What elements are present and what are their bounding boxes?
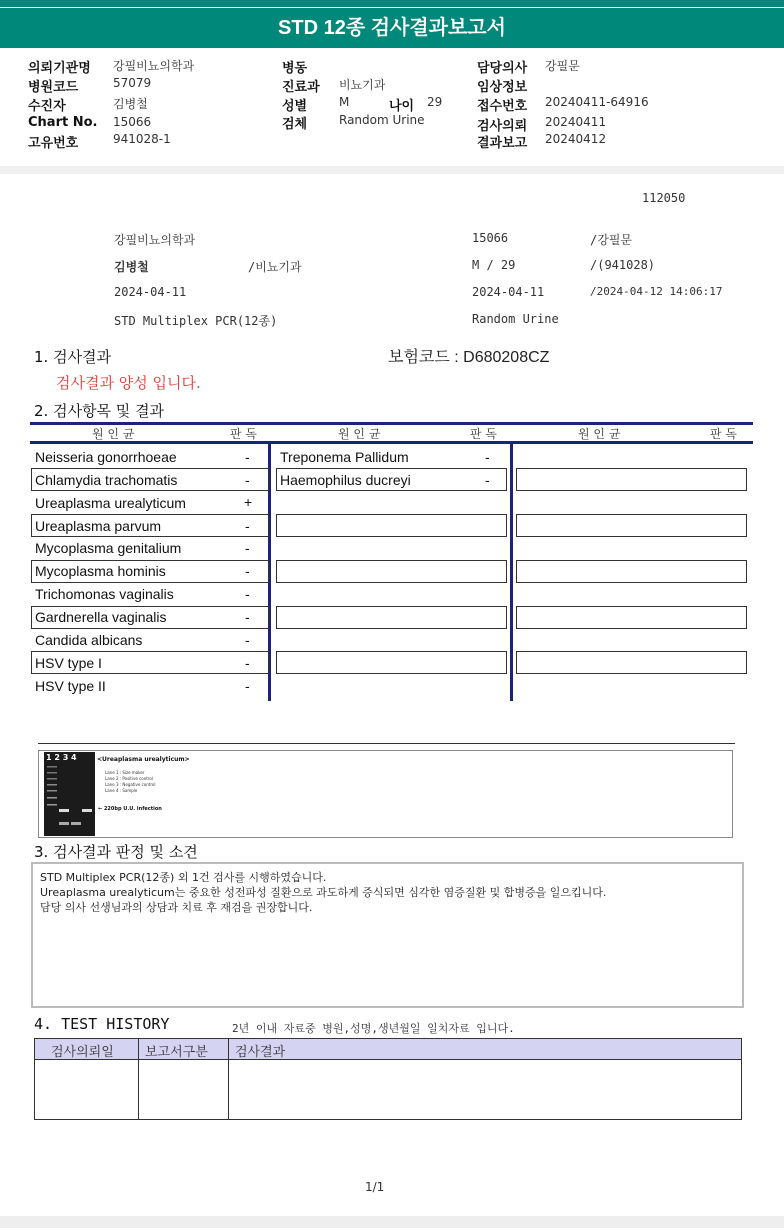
pathogen-name: Mycoplasma hominis	[35, 563, 166, 579]
pathogen-result: -	[245, 609, 250, 625]
report-title: STD 12종 검사결과보고서	[0, 8, 784, 48]
info-value: 20240411	[545, 115, 607, 129]
pathogen-result: -	[245, 472, 250, 488]
insurance-code: 보험코드 : D680208CZ	[388, 349, 550, 366]
gel-legend-item: Lane 1 : Size maker	[105, 770, 145, 775]
info-value: 20240412	[545, 132, 607, 146]
pathogen-name: HSV type II	[35, 678, 106, 694]
gel-legend-item: Lane 2 : Positive control	[105, 776, 153, 781]
page-number: 1/1	[365, 1180, 385, 1194]
pathogen-result: -	[245, 449, 250, 465]
pathogen-name-positive: Ureaplasma urealyticum	[35, 495, 186, 511]
gel-top-rule	[38, 743, 735, 744]
row-box	[516, 560, 747, 583]
gel-image	[44, 752, 95, 836]
info-value: 20240411-64916	[545, 95, 649, 109]
column-header: 원 인 균	[92, 427, 135, 441]
department: /비뇨기과	[248, 260, 302, 274]
column-header: 판 독	[470, 427, 497, 441]
history-col-header: 보고서구분	[145, 1045, 208, 1060]
info-label: Chart No.	[28, 115, 98, 130]
info-label: 의뢰기관명	[28, 61, 91, 76]
history-header-row	[35, 1039, 741, 1060]
info-label: 임상정보	[477, 80, 528, 95]
report-code: 112050	[642, 191, 686, 205]
history-col-header: 검사결과	[235, 1045, 286, 1060]
test-history-table	[34, 1038, 742, 1120]
gel-bands	[44, 752, 95, 836]
pathogen-result: -	[485, 449, 490, 465]
column-header: 판 독	[230, 427, 257, 441]
clinic-name: 강필비뇨의학과	[114, 233, 196, 247]
gel-lane-numbers: 1 2 3 4	[46, 753, 77, 762]
gel-image-frame	[38, 750, 733, 838]
info-value: 강필문	[545, 59, 580, 73]
finding-line: Ureaplasma urealyticum는 중요한 성전파성 질환으로 과도하게 증식되면 심각한 염증질환 및 합병증을 일으킵니다.	[40, 886, 607, 899]
info-label: 검체	[282, 117, 308, 132]
patient-info-panel	[0, 48, 784, 167]
gel-band-text: 220bp U.U. infection	[103, 806, 162, 812]
info-label: 진료과	[282, 80, 320, 95]
doctor-name: /강필문	[590, 233, 633, 247]
info-label: 담당의사	[477, 61, 528, 76]
info-label: 접수번호	[477, 99, 528, 114]
pathogen-name: Trichomonas vaginalis	[35, 586, 174, 602]
info-value: 57079	[113, 76, 152, 90]
history-note: 2년 이내 자료중 병원,성명,생년월일 일치자료 입니다.	[232, 1022, 515, 1035]
pathogen-result: -	[485, 472, 490, 488]
row-box	[276, 651, 507, 674]
finding-line: 담당 의사 선생님과의 상담과 치료 후 재검을 권장합니다.	[40, 901, 313, 914]
table-header-rule	[30, 441, 753, 444]
info-value: 941028-1	[113, 132, 171, 146]
row-box	[516, 606, 747, 629]
gel-legend-item: Lane 4 : Sample	[105, 788, 138, 793]
info-label: 성별	[282, 99, 308, 114]
info-value: Random Urine	[339, 113, 425, 127]
pathogen-name: Mycoplasma genitalium	[35, 540, 182, 556]
info-label: 고유번호	[28, 136, 79, 151]
table-top-rule	[30, 422, 753, 425]
pathogen-result: -	[245, 518, 250, 534]
row-box	[516, 468, 747, 491]
pathogen-result: -	[245, 586, 250, 602]
test-name: STD Multiplex PCR(12종)	[114, 314, 278, 328]
gel-band-label: ← 220bp U.U. infection	[98, 806, 162, 812]
info-label: 나이	[389, 99, 415, 114]
gel-legend-item: Lane 3 : Negative control	[105, 782, 156, 787]
report-datetime: /2024-04-12 14:06:17	[590, 285, 723, 298]
info-label: 병동	[282, 61, 308, 76]
separator	[0, 166, 784, 174]
pathogen-name: Candida albicans	[35, 632, 143, 648]
patient-name: 김병철	[114, 260, 149, 274]
row-box	[516, 514, 747, 537]
pathogen-name: Treponema Pallidum	[280, 449, 409, 465]
history-col-header: 검사의뢰일	[51, 1045, 114, 1060]
pathogen-result: -	[245, 678, 250, 694]
pathogen-result: -	[245, 540, 250, 556]
request-date: 2024-04-11	[114, 285, 187, 299]
info-value: 29	[427, 95, 443, 109]
row-box	[516, 651, 747, 674]
finding-line: STD Multiplex PCR(12종) 외 1건 검사를 시행하였습니다.	[40, 871, 327, 884]
section-2-title: 2. 검사항목 및 결과	[34, 402, 165, 420]
result-positive-text: 검사결과 양성 입니다.	[56, 374, 201, 392]
pathogen-result: -	[245, 632, 250, 648]
column-header: 원 인 균	[338, 427, 381, 441]
column-header: 원 인 균	[578, 427, 621, 441]
column-divider	[510, 441, 513, 701]
pathogen-result-positive: +	[244, 494, 253, 510]
section-3-title: 3. 검사결과 판정 및 소견	[34, 843, 198, 861]
info-value: 강필비뇨의학과	[113, 59, 195, 73]
specimen: Random Urine	[472, 312, 559, 326]
section-4-title: 4. TEST HISTORY	[34, 1015, 170, 1033]
top-strip	[0, 0, 784, 7]
pathogen-result: -	[245, 655, 250, 671]
pathogen-result: -	[245, 563, 250, 579]
info-label: 결과보고	[477, 136, 528, 151]
row-box	[276, 560, 507, 583]
info-value: 김병철	[113, 97, 148, 111]
column-divider	[138, 1039, 139, 1119]
info-value: 비뇨기과	[339, 78, 386, 92]
pathogen-name: Haemophilus ducreyi	[280, 472, 411, 488]
chart-number: 15066	[472, 231, 509, 245]
birth-date: /(941028)	[590, 258, 656, 272]
info-label: 병원코드	[28, 80, 79, 95]
pathogen-name: Gardnerella vaginalis	[35, 609, 167, 625]
gel-title: <Ureaplasma urealyticum>	[97, 756, 190, 763]
row-box	[276, 514, 507, 537]
pathogen-name: Ureaplasma parvum	[35, 518, 162, 534]
pathogen-name: Chlamydia trachomatis	[35, 472, 178, 488]
pathogen-name: HSV type I	[35, 655, 102, 671]
column-divider	[228, 1039, 229, 1119]
footer-bar	[0, 1216, 784, 1228]
row-box	[276, 606, 507, 629]
info-label: 수진자	[28, 99, 66, 114]
section-1-title: 1. 검사결과	[34, 348, 112, 366]
info-label: 검사의뢰	[477, 119, 528, 134]
column-header: 판 독	[710, 427, 737, 441]
info-value: M	[339, 95, 350, 109]
receive-date: 2024-04-11	[472, 285, 545, 299]
sex-age: M / 29	[472, 258, 516, 272]
pathogen-name: Neisseria gonorrhoeae	[35, 449, 177, 465]
info-value: 15066	[113, 115, 152, 129]
